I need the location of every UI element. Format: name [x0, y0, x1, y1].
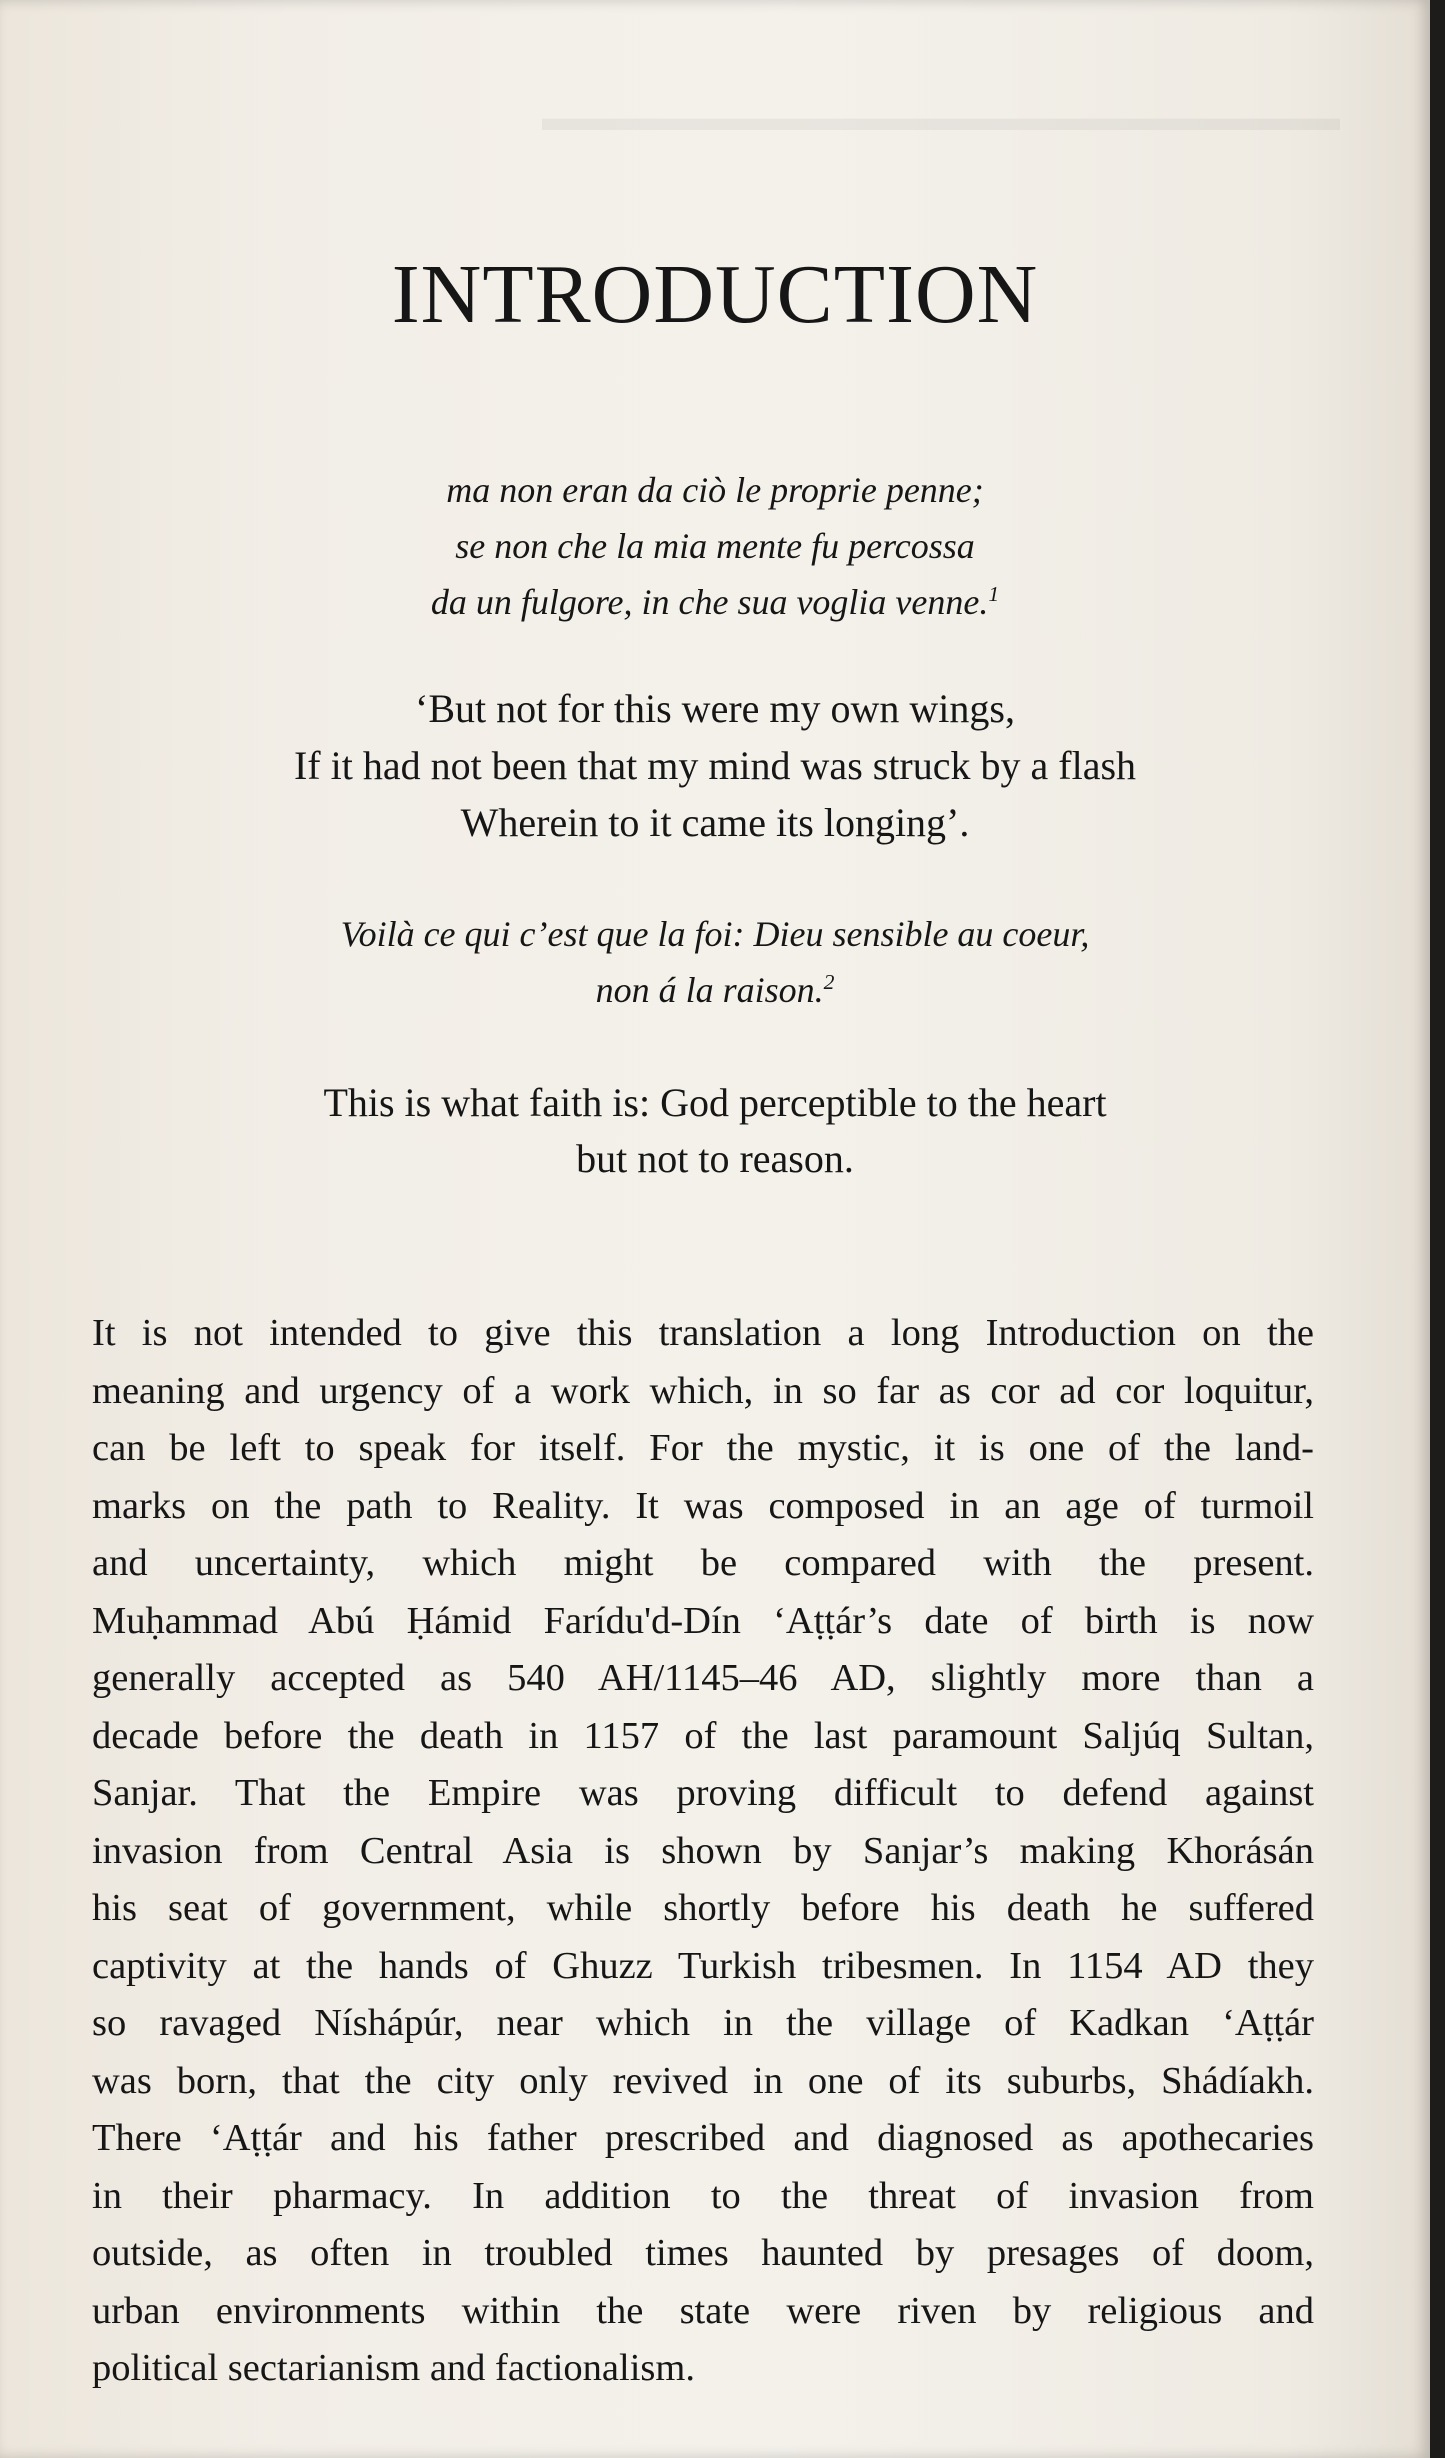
body-line-13: so ravaged Níshápúr, near which in the village of Kadkan ‘Aṭṭár: [92, 2002, 1314, 2044]
body-line-3: can be left to speak for itself. For the mystic, it is one of the land-: [92, 1427, 1314, 1469]
body-line-19: political sectarianism and factionalism.: [92, 2347, 695, 2389]
body-line-2: meaning and urgency of a work which, in so far as cor ad cor loquitur,: [92, 1369, 1314, 1412]
body-paragraph: [92, 1305, 1314, 2398]
body-line-16: in their pharmacy. In addition to the threat of invasion from: [92, 2174, 1314, 2217]
epigraph-french-line-1: Voilà ce qui c’est que la foi: Dieu sensible au coeur,: [340, 914, 1090, 954]
epigraph-french-line-2-text: non á la raison.: [595, 970, 824, 1010]
epigraph-italian-line-3-text: da un fulgore, in che sua voglia venne.: [430, 582, 989, 622]
bleed-through-text: [60, 90, 1340, 146]
epigraph-italian-line-3: [0, 574, 1430, 630]
footnote-ref-1: 1: [988, 582, 1000, 606]
epigraph-english-line-1: ‘But not for this were my own wings,: [415, 686, 1015, 731]
epigraph-english-line-2: If it had not been that my mind was struck by a flash: [293, 743, 1137, 788]
epigraph-english: [0, 680, 1430, 851]
body-line-4: marks on the path to Reality. It was composed in an age of turmoil: [92, 1484, 1314, 1527]
epigraph-translation-line-1: This is what faith is: God perceptible to the heart: [323, 1080, 1107, 1125]
epigraph-translation-line-2: but not to reason.: [576, 1136, 854, 1181]
epigraph-italian-line-2: se non che la mia mente fu percossa: [455, 526, 975, 566]
footnote-ref-2: 2: [823, 970, 835, 994]
epigraph-french-line-2: [0, 962, 1430, 1018]
body-line-12: captivity at the hands of Ghuzz Turkish tribesmen. In 1154 AD they: [92, 1944, 1314, 1987]
body-line-14: was born, that the city only revived in one of its suburbs, Shádíakh.: [92, 2059, 1314, 2102]
body-line-7: generally accepted as 540 AH/1145–46 AD, slightly more than a: [92, 1657, 1314, 1699]
body-line-6: Muḥammad Abú Ḥámid Farídu'd-Dín ‘Aṭṭár’s date of birth is now: [92, 1599, 1314, 1642]
epigraph-english-line-3: Wherein to it came its longing’.: [460, 800, 970, 845]
body-line-8: decade before the death in 1157 of the last paramount Saljúq Sultan,: [92, 1714, 1314, 1757]
body-line-9: Sanjar. That the Empire was proving difficult to defend against: [92, 1772, 1314, 1814]
body-line-1: It is not intended to give this translation a long Introduction on the: [92, 1312, 1314, 1354]
epigraph-italian: [0, 462, 1430, 630]
body-line-10: invasion from Central Asia is shown by Sanjar’s making Khorásán: [92, 1829, 1314, 1872]
body-line-11: his seat of government, while shortly before his death he suffered: [92, 1887, 1314, 1929]
epigraph-french-translation: [0, 1075, 1430, 1187]
page-title: INTRODUCTION: [391, 248, 1039, 341]
epigraph-french: [0, 906, 1430, 1018]
body-line-5: and uncertainty, which might be compared with the present.: [92, 1542, 1314, 1584]
body-line-15: There ‘Aṭṭár and his father prescribed and diagnosed as apothecaries: [92, 2117, 1314, 2159]
epigraph-italian-line-1: ma non eran da ciò le proprie penne;: [446, 470, 984, 510]
body-line-18: urban environments within the state were riven by religious and: [92, 2289, 1314, 2332]
body-line-17: outside, as often in troubled times haunted by presages of doom,: [92, 2232, 1314, 2274]
